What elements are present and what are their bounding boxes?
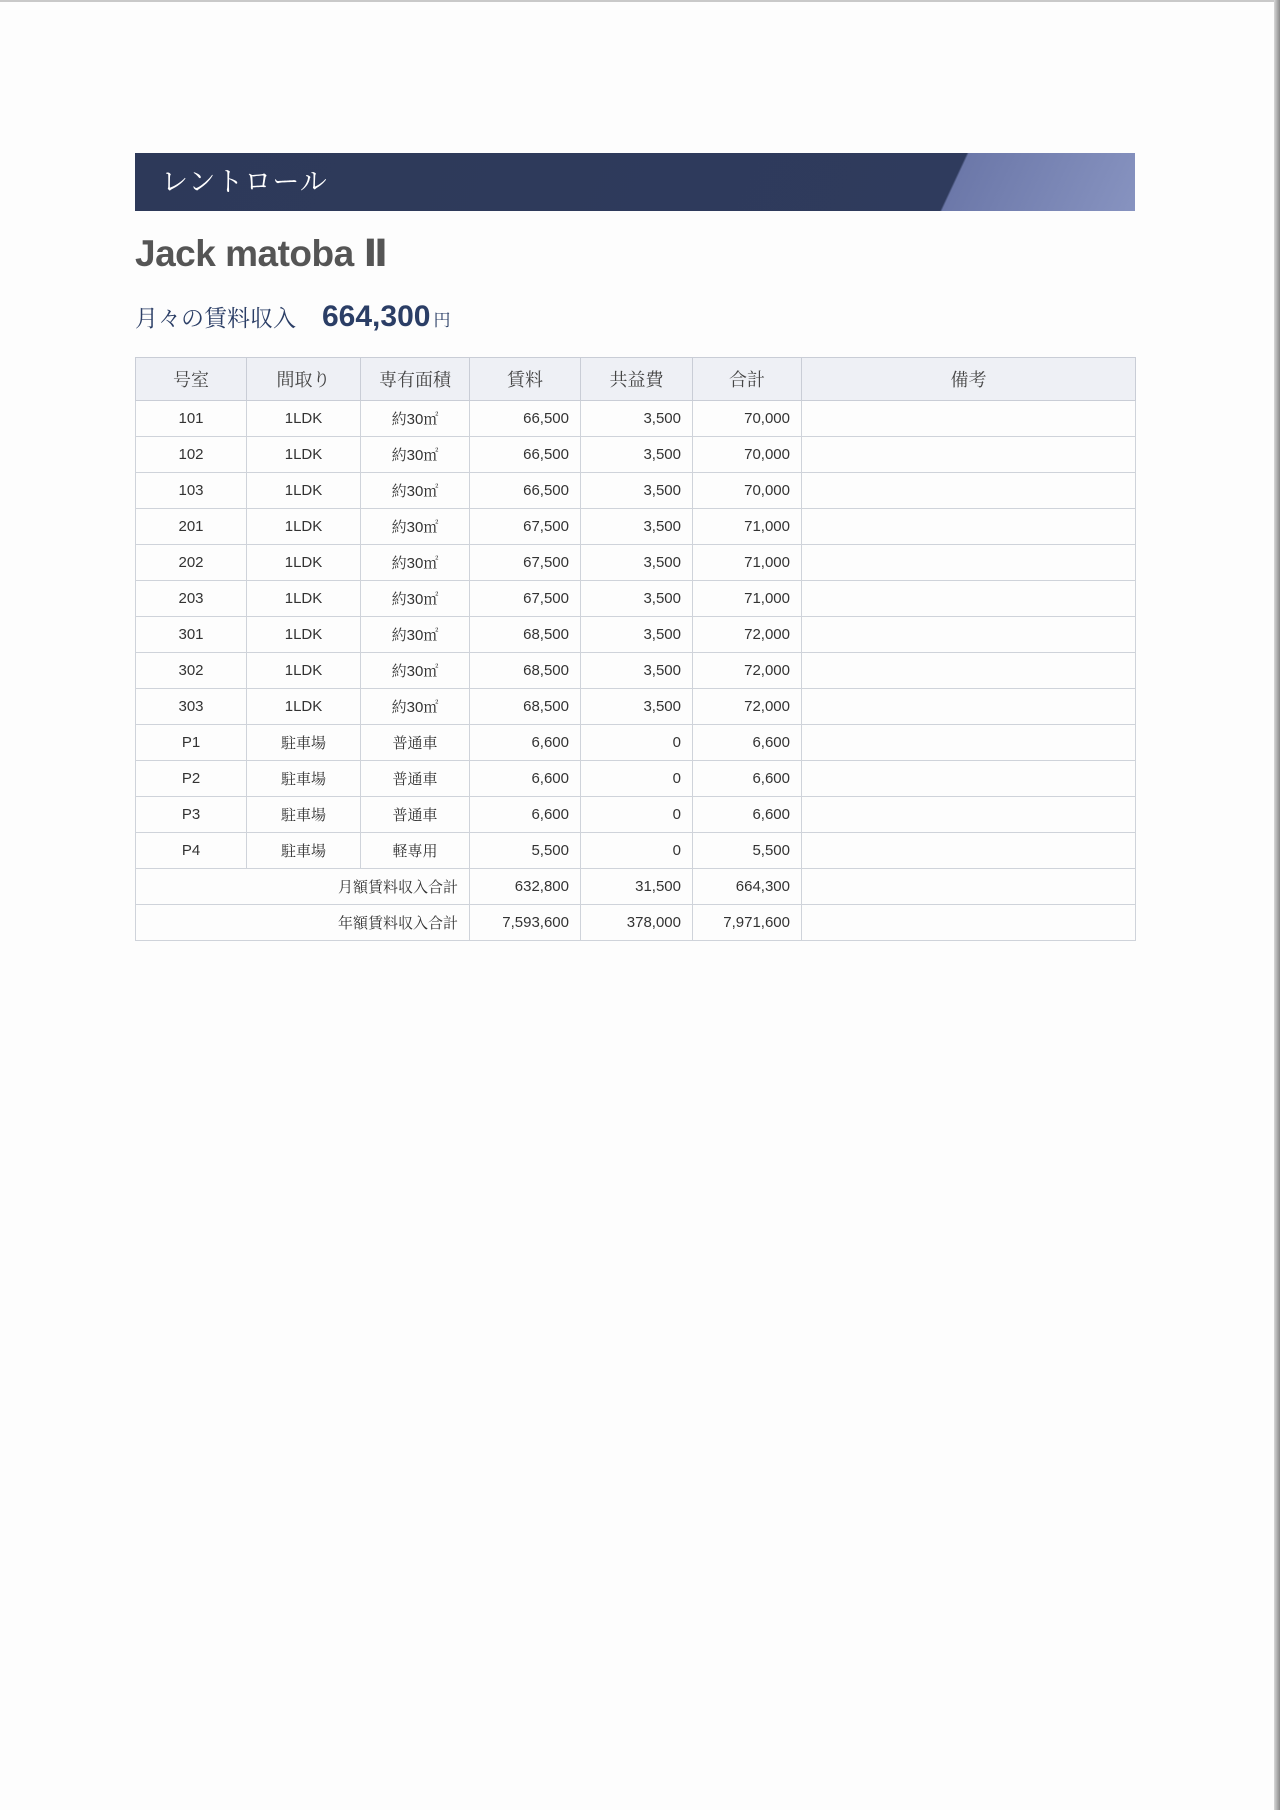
remarks-cell xyxy=(802,545,1136,581)
monthly-income-label: 月々の賃料収入 xyxy=(135,305,296,331)
table-row xyxy=(136,545,1136,581)
area-cell: 約30㎡ xyxy=(361,689,470,725)
room-cell: 202 xyxy=(136,545,247,581)
common-fee-cell: 0 xyxy=(581,797,693,833)
annual-total-row xyxy=(136,905,1136,941)
common-fee-cell: 3,500 xyxy=(581,437,693,473)
annual-total-sum: 7,971,600 xyxy=(693,905,802,941)
room-cell: 203 xyxy=(136,581,247,617)
layout-cell: 1LDK xyxy=(247,689,361,725)
rent-cell: 6,600 xyxy=(470,797,581,833)
layout-cell: 1LDK xyxy=(247,617,361,653)
remarks-cell xyxy=(802,797,1136,833)
area-cell: 約30㎡ xyxy=(361,581,470,617)
area-cell: 約30㎡ xyxy=(361,473,470,509)
total-cell: 72,000 xyxy=(693,689,802,725)
page-right-edge xyxy=(1274,0,1280,1810)
table-row xyxy=(136,833,1136,869)
room-cell: 302 xyxy=(136,653,247,689)
monthly-total-sum: 664,300 xyxy=(693,869,802,905)
table-row xyxy=(136,437,1136,473)
remarks-cell xyxy=(802,581,1136,617)
remarks-cell xyxy=(802,725,1136,761)
remarks-cell xyxy=(802,833,1136,869)
room-cell: P4 xyxy=(136,833,247,869)
area-cell: 普通車 xyxy=(361,761,470,797)
rent-roll-table xyxy=(135,357,1136,941)
common-fee-cell: 3,500 xyxy=(581,401,693,437)
monthly-income-unit: 円 xyxy=(433,311,451,330)
annual-total-common-fee: 378,000 xyxy=(581,905,693,941)
rent-cell: 66,500 xyxy=(470,401,581,437)
annual-total-rent: 7,593,600 xyxy=(470,905,581,941)
common-fee-cell: 3,500 xyxy=(581,473,693,509)
monthly-total-label: 月額賃料収入合計 xyxy=(136,869,470,905)
area-cell: 普通車 xyxy=(361,725,470,761)
rent-cell: 67,500 xyxy=(470,509,581,545)
monthly-income-summary xyxy=(135,300,450,334)
annual-total-remarks xyxy=(802,905,1136,941)
common-fee-cell: 0 xyxy=(581,761,693,797)
header-remarks: 備考 xyxy=(802,358,1136,401)
layout-cell: 駐車場 xyxy=(247,833,361,869)
remarks-cell xyxy=(802,617,1136,653)
layout-cell: 1LDK xyxy=(247,653,361,689)
table-row xyxy=(136,761,1136,797)
total-cell: 71,000 xyxy=(693,545,802,581)
total-cell: 70,000 xyxy=(693,401,802,437)
area-cell: 普通車 xyxy=(361,797,470,833)
room-cell: 101 xyxy=(136,401,247,437)
monthly-total-row xyxy=(136,869,1136,905)
table-row xyxy=(136,689,1136,725)
rent-cell: 66,500 xyxy=(470,437,581,473)
rent-cell: 67,500 xyxy=(470,581,581,617)
area-cell: 軽専用 xyxy=(361,833,470,869)
rent-cell: 66,500 xyxy=(470,473,581,509)
table-row xyxy=(136,581,1136,617)
room-cell: 201 xyxy=(136,509,247,545)
common-fee-cell: 0 xyxy=(581,833,693,869)
annual-total-label: 年額賃料収入合計 xyxy=(136,905,470,941)
property-name: Jack matoba Ⅱ xyxy=(135,233,388,274)
total-cell: 70,000 xyxy=(693,437,802,473)
total-cell: 71,000 xyxy=(693,581,802,617)
area-cell: 約30㎡ xyxy=(361,509,470,545)
common-fee-cell: 3,500 xyxy=(581,545,693,581)
rent-cell: 6,600 xyxy=(470,725,581,761)
room-cell: 102 xyxy=(136,437,247,473)
total-cell: 5,500 xyxy=(693,833,802,869)
remarks-cell xyxy=(802,401,1136,437)
table-row xyxy=(136,617,1136,653)
common-fee-cell: 3,500 xyxy=(581,689,693,725)
header-room: 号室 xyxy=(136,358,247,401)
table-row xyxy=(136,509,1136,545)
remarks-cell xyxy=(802,761,1136,797)
layout-cell: 駐車場 xyxy=(247,797,361,833)
room-cell: 103 xyxy=(136,473,247,509)
common-fee-cell: 0 xyxy=(581,725,693,761)
rent-cell: 6,600 xyxy=(470,761,581,797)
total-cell: 6,600 xyxy=(693,761,802,797)
header-rent: 賃料 xyxy=(470,358,581,401)
common-fee-cell: 3,500 xyxy=(581,581,693,617)
layout-cell: 1LDK xyxy=(247,401,361,437)
layout-cell: 1LDK xyxy=(247,509,361,545)
rent-cell: 68,500 xyxy=(470,617,581,653)
table-header-row xyxy=(136,358,1136,401)
total-cell: 6,600 xyxy=(693,797,802,833)
table-row xyxy=(136,797,1136,833)
total-cell: 72,000 xyxy=(693,617,802,653)
rent-cell: 68,500 xyxy=(470,689,581,725)
remarks-cell xyxy=(802,509,1136,545)
header-area: 専有面積 xyxy=(361,358,470,401)
table-row xyxy=(136,653,1136,689)
layout-cell: 1LDK xyxy=(247,545,361,581)
monthly-total-remarks xyxy=(802,869,1136,905)
remarks-cell xyxy=(802,437,1136,473)
banner-title: レントロール xyxy=(161,167,328,197)
room-cell: P2 xyxy=(136,761,247,797)
table-row xyxy=(136,473,1136,509)
section-banner xyxy=(135,153,1135,211)
layout-cell: 駐車場 xyxy=(247,761,361,797)
layout-cell: 1LDK xyxy=(247,473,361,509)
common-fee-cell: 3,500 xyxy=(581,617,693,653)
area-cell: 約30㎡ xyxy=(361,617,470,653)
remarks-cell xyxy=(802,473,1136,509)
area-cell: 約30㎡ xyxy=(361,401,470,437)
rent-cell: 5,500 xyxy=(470,833,581,869)
table-row xyxy=(136,725,1136,761)
layout-cell: 1LDK xyxy=(247,437,361,473)
rent-cell: 68,500 xyxy=(470,653,581,689)
monthly-income-value: 664,300 xyxy=(322,300,431,333)
total-cell: 71,000 xyxy=(693,509,802,545)
area-cell: 約30㎡ xyxy=(361,437,470,473)
table-row xyxy=(136,401,1136,437)
common-fee-cell: 3,500 xyxy=(581,653,693,689)
total-cell: 6,600 xyxy=(693,725,802,761)
rent-cell: 67,500 xyxy=(470,545,581,581)
total-cell: 72,000 xyxy=(693,653,802,689)
header-layout: 間取り xyxy=(247,358,361,401)
common-fee-cell: 3,500 xyxy=(581,509,693,545)
layout-cell: 駐車場 xyxy=(247,725,361,761)
room-cell: 301 xyxy=(136,617,247,653)
remarks-cell xyxy=(802,653,1136,689)
page-top-edge xyxy=(0,0,1280,2)
total-cell: 70,000 xyxy=(693,473,802,509)
layout-cell: 1LDK xyxy=(247,581,361,617)
room-cell: P3 xyxy=(136,797,247,833)
monthly-total-rent: 632,800 xyxy=(470,869,581,905)
area-cell: 約30㎡ xyxy=(361,653,470,689)
monthly-total-common-fee: 31,500 xyxy=(581,869,693,905)
remarks-cell xyxy=(802,689,1136,725)
area-cell: 約30㎡ xyxy=(361,545,470,581)
room-cell: 303 xyxy=(136,689,247,725)
room-cell: P1 xyxy=(136,725,247,761)
header-total: 合計 xyxy=(693,358,802,401)
header-common-fee: 共益費 xyxy=(581,358,693,401)
